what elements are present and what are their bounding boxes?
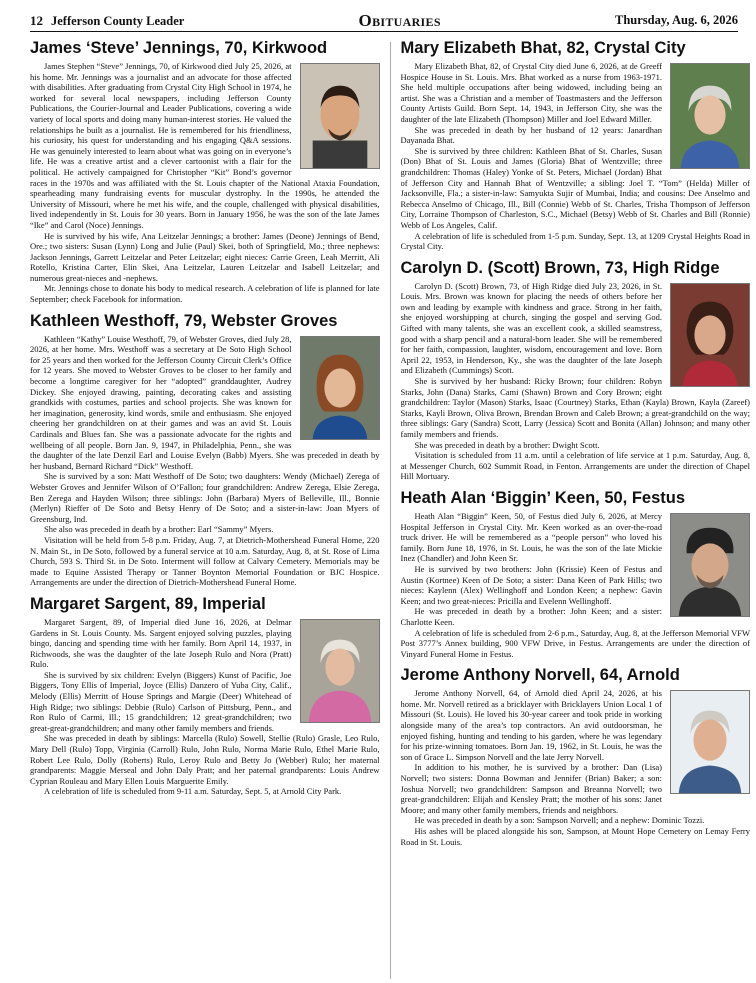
column-divider — [390, 42, 391, 979]
portrait-photo — [670, 513, 750, 617]
section-title: Obituaries — [358, 10, 441, 30]
obituary-jennings — [30, 38, 380, 305]
page-number: 12 — [30, 12, 43, 28]
masthead — [30, 10, 738, 32]
obituary-body: Jerome Anthony Norvell, 64, of Arnold died April 24, 2026, at his home. Mr. Norvell retired as a bricklayer with Bricklayers Union Local 1 of Missouri (St. Louis). He loved his 30-year career and took pride in working alongside many of the area’s top contractors. An avid outdoorsman, he enjoyed fishing, hunting and tending to his garden, where he was legendary for his prize-winning tomatoes. Born Jan. 19, 1962, in St. Louis, he was the son of Grace L. Simpson Norvell and the late Jerry Norvell. In addition to his mother, he is survived by a brother: Dan (Lisa) Norvell; two sisters: Donna Bowman and Jennifer (Brian) Baker; a son: Joshua Norvell; two grandchildren: Sampson and Breanna Norvell; two great-grandchildren: Elijah and Kensley Pratt; the mother of his sons: Janet Moore; and many other family members, friends and neighbors. He was preceded in death by a son: Sampson Norvell; and a nephew: Dominic Tozzi. His ashes will be placed alongside his son, Sampson, at Mount Hope Cemetery on Lemay Ferry Road in St. Louis. — [400, 688, 750, 847]
obituary-body: James Stephen “Steve” Jennings, 70, of Kirkwood died July 25, 2026, at his home. Mr. Jennings was a journalist and an advocate for those affected with disabilities. After graduating from Crystal City High School in 1974, he worked for several local newspapers, including Jefferson County Publications, the Courier-Journal and Leader Publications, covering a wide variety of local sports and doing many human-interest stories. He valued the relationships he built as a journalist. He is remembered for his friendliness, his curiosity, his quest for understanding and his engaging Q&A sessions. He was genuinely interested to learn about what was going on in everyone’s life. He was a creative artist and a clever cartoonist with a flair for the political. He actively campaigned for Christopher “Kit” Bond’s governor races in the 1970s and was affiliated with the St. Louis chapter of the National Ataxia Foundation, spearheading many fundraising events for muscular dystrophy. In the 1990s, he attended the University of Missouri, where he met his wife, and the couple, challenged with physical disabilities, lived independently in St. Louis for 30 years. Born in January 1956, he was the son of the late James “Ike” and Carol (Noce) Jennings. He is survived by his wife, Ana Leitzelar Jennings; a brother: James (Deone) Jennings of Bend, Ore.; two sisters: Susan (Lynn) Long and Julie (Paul) Skei, both of Springfield, Mo.; three nephews: Jackson Jennings, Garrett Leitzelar and Peter Leitzelar; eight nieces: Carrie Green, Leah Merritt, Ali Rotello, Kristina Carter, Elin Skei, Ana Leitzelar, Lauren Leitzelar and Isabell Leitzelar; and numerous great-nieces and -nephews. Mr. Jennings chose to donate his body to medical research. A celebration of life is planned for late September; check Facebook for information. — [30, 61, 380, 305]
obituary-body: Mary Elizabeth Bhat, 82, of Crystal City died June 6, 2026, at de Greeff Hospice House in St. Louis. Mrs. Bhat worked as a nurse from 1963-1971. She held multiple occupations after being widowed, including being an artist. She was a Christian and a member of Toastmasters and the Jefferson County Artists Guild. Born Sept. 14, 1943, in Jefferson City, she was the daughter of the late Elizabeth (Thompson) Miller and Joel Edward Miller. She was preceded in death by her husband of 12 years: Janardhan Dayanada Bhat. She is survived by three children: Kathleen Bhat of St. Charles, Susan (Don) Bhat of St. Louis and James (Gloria) Bhat of Wentzville; three grandchildren: Thomas (Haley) Yonke of St. Peters, Michael (Jordan) Bhat of Jefferson City and Hannah Bhat of Wentzville; a sibling: Joel T. “Tom” (Helda) Miller of Jacksonville, Fla.; a sister-in-law: Samyukta Sujir of Mumbai, India; and cousins: Dee Anselmo and Rebecca Anselmo of Chicago, Ill., Bill (Connie) Webb of St. Charles, Trisha Thompson of Jefferson City, Lorraine Thompson of Charleston, S.C., Michael (Betsy) Webb of St. Charles and Bill (Ronnie) Webb of Los Angeles, Calif. A celebration of life is scheduled from 1-5 p.m. Sunday, Sept. 13, at 1209 Crystal Heights Road in Crystal City. — [400, 61, 750, 252]
obituary-body: Heath Alan “Biggin” Keen, 50, of Festus died July 6, 2026, at Mercy Hospital Jefferson in Crystal City. Mr. Keen worked as an over-the-road truck driver. He will be remembered as a “people person” who loved his family. Born June 18, 1976, in St. Louis, he was the son of the late Mickie Inez (Chandler) and John Keen Sr. He is survived by two brothers: John (Krissie) Keen of Festus and Austin (Kortnee) Keen of De Soto; a sister: Dana Keen of Park Hills; two nieces: Kaylenn (Alex) Wellinghoff and London Keen; a nephew: Gavin Keen; and two great-nieces: Pricilla and Evelenn Wellinghoff. He was preceded in death by a brother: John Keen; and a sister: Charlotte Keen. A celebration of life is scheduled from 2-6 p.m., Saturday, Aug. 8, at the Jefferson Memorial VFW Post 3777’s Annex building, 900 VFW Drive, in Festus. Arrangements are under the direction of Vinyard Funeral Home in Festus. — [400, 510, 750, 659]
obituary-westhoff — [30, 311, 380, 588]
obituary-headline: Jerome Anthony Norvell, 64, Arnold — [400, 666, 680, 685]
portrait-photo — [670, 690, 750, 794]
obituary-body: Margaret Sargent, 89, of Imperial died June 16, 2026, at Delmar Gardens in St. Louis County. Ms. Sargent enjoyed solving puzzles, playing bingo, dancing and spending time with her family. Born April 14, 1937, in Richwoods, she was the daughter of the late Joseph Rulo and Nora (Pratt) Rulo. She is survived by six children: Evelyn (Biggers) Kunst of Pacific, Joe Biggers, Tony Ellis of Imperial, Joyce (Ellis) Danzero of Yuba City, Calif., Melody (Ellis) Merritt of House Springs and Margie (Deer) Whitehead of High Ridge; two siblings: Debbie (Rulo) Carlson of Pittsburg, Penn., and Ron Rulo of Carmi, Ill.; 15 grandchildren; 12 great-grandchildren; two great-great-grandchildren; and many other family members and friends. She was preceded in death by siblings: Marcella (Rulo) Sowell, Stellie (Rulo) Grasle, Leo Rulo, Mary Dell (Rulo) Topp, Virginia (Carroll) Rulo, John Rulo, Norma Marie Rulo, Ethel Marie Rulo, Robert Lee Rulo, Dolly (Roberts) Rulo, Leroy Rulo and Betty Jo (Webber) Rulo; her maternal grandparents: Maggie Merseal and John Daly Pratt; and her paternal grandparents: Louis Andrew Cyprian Rouleau and Mary Ellen Louis Marguerite Emily. A celebration of life is scheduled from 9-11 a.m. Saturday, Sept. 5, at Arnold City Park. — [30, 616, 380, 797]
obituary-bhat — [401, 38, 751, 252]
paper-name: Jefferson County Leader — [51, 13, 185, 28]
obituary-headline: Kathleen Westhoff, 79, Webster Groves — [30, 311, 338, 330]
obituary-body: Carolyn D. (Scott) Brown, 73, of High Ridge died July 23, 2026, in St. Louis. Mrs. Brown was known for placing the needs of others before her own and leading by example with kindness and grace. Strong in her faith, she enjoyed worshipping at church, singing the gospel and serving God. Gifted with many talents, she was an excellent cook, a skilled seamstress, good with a sharp pencil and a natural-born leader. She will be remembered for her faith, compassion, laughter, wisdom, encouragement and love. Born April 22, 1953, in Henderson, Ky., she was the daughter of the late Joseph and Elizabeth (Cummings) Scott. She is survived by her husband: Ricky Brown; four children: Robyn Starks, John (Dana) Starks, Cami (Shawn) Brown and Cory Brown; eight grandchildren: Taylor (Mason) Starks, Isaac (Courtney) Starks, Ethan (Kayla) Brown, Kayla (Zareef) Starks, Kayli Brown, Oliva Brown, Brendan Brown and Caleb Brown; a great-grandchild on the way; three siblings: Gary (Sandra) Scott, Larry (Jessica) Scott and Bonita (Allan) Johnson; and many other family members and friends. She was preceded in death by a brother: Dwight Scott. Visitation is scheduled from 11 a.m. until a celebration of life service at 1 p.m. Saturday, Aug. 8, at Messenger Church, 602 Summit Road, in Fenton. Arrangements are under the direction of Chapel Hill Mortuary. — [400, 280, 750, 482]
obituary-headline: James ‘Steve’ Jennings, 70, Kirkwood — [30, 39, 328, 57]
issue-date: Thursday, Aug. 6, 2026 — [615, 13, 738, 27]
obituary-norvell — [401, 665, 751, 847]
obituary-brown — [401, 258, 751, 482]
obituary-columns — [30, 38, 750, 979]
portrait-photo — [300, 336, 380, 440]
obituary-sargent — [30, 594, 380, 797]
left-column — [30, 38, 380, 979]
obituary-headline: Mary Elizabeth Bhat, 82, Crystal City — [400, 39, 686, 57]
obituary-keen — [401, 488, 751, 659]
portrait-photo — [300, 619, 380, 723]
obituary-body: Kathleen “Kathy” Louise Westhoff, 79, of Webster Groves, died July 28, 2026, at her home. Mrs. Westhoff was a secretary at De Soto High School for 25 years and then worked for the Jefferson County Circuit Clerk’s Office for 12 years. She moved to Webster Groves to be closer to her family and become a longtime caregiver for her “adopted” granddaughter, Audrey Dickey. She enjoyed drawing, painting, decorating cakes and assisting grandkids with costumes, parties and school projects. She was known for her imagination, generosity, kind words, smile and enthusiasm. She enjoyed cheering her grandchildren on at their games and was an avid St. Louis Cardinals and Blues fan. She was a passionate advocate for the rights and wellbeing of all people. Born Jan. 9, 1947, in Philadelphia, Penn., she was the daughter of the late Denzil Earl and Louise Evelyn (Babb) Myers. She was preceded in death by her husband, Bernard Richard “Dick” Westhoff. She is survived by a son: Matt Westhoff of De Soto; two daughters: Wendy (Michael) Zerega of Webster Groves and Jennifer Wilson of O’Fallon; four grandchildren: Andrew Zerega, Elsie Zerega, Ben Zerega and Hayden Wilson; three siblings: John (Barbara) Myers of Belleville, Ill., Bonnie (Merlyn) Rieffer of De Soto and Betsy Henry of De Soto; and a sister-in-law: Joan Myers of Greensburg, Ind. She also was preceded in death by a brother: Earl “Sammy” Myers. Visitation will be held from 5-8 p.m. Friday, Aug. 7, at Dietrich-Mothershead Funeral Home, 220 N. Main St., in De Soto, followed by a funeral service at 10 a.m. Saturday, Aug. 8, at St. Rose of Lima Church, 593 S. Third St. in De Soto. Interment will follow at Calvary Cemetery. Memorials may be made to Equine Assisted Therapy or Tanner Boynton Memorial Foundation or BJC Hospice. Arrangements are under the direction of Dietrich-Mothershead Funeral Home. — [30, 333, 380, 588]
obituary-headline: Margaret Sargent, 89, Imperial — [30, 594, 266, 613]
portrait-photo — [300, 63, 380, 169]
right-column — [401, 38, 751, 979]
portrait-photo — [670, 63, 750, 169]
portrait-photo — [670, 283, 750, 387]
obituary-headline: Heath Alan ‘Biggin’ Keen, 50, Festus — [400, 488, 686, 507]
obituary-headline: Carolyn D. (Scott) Brown, 73, High Ridge — [400, 258, 720, 277]
